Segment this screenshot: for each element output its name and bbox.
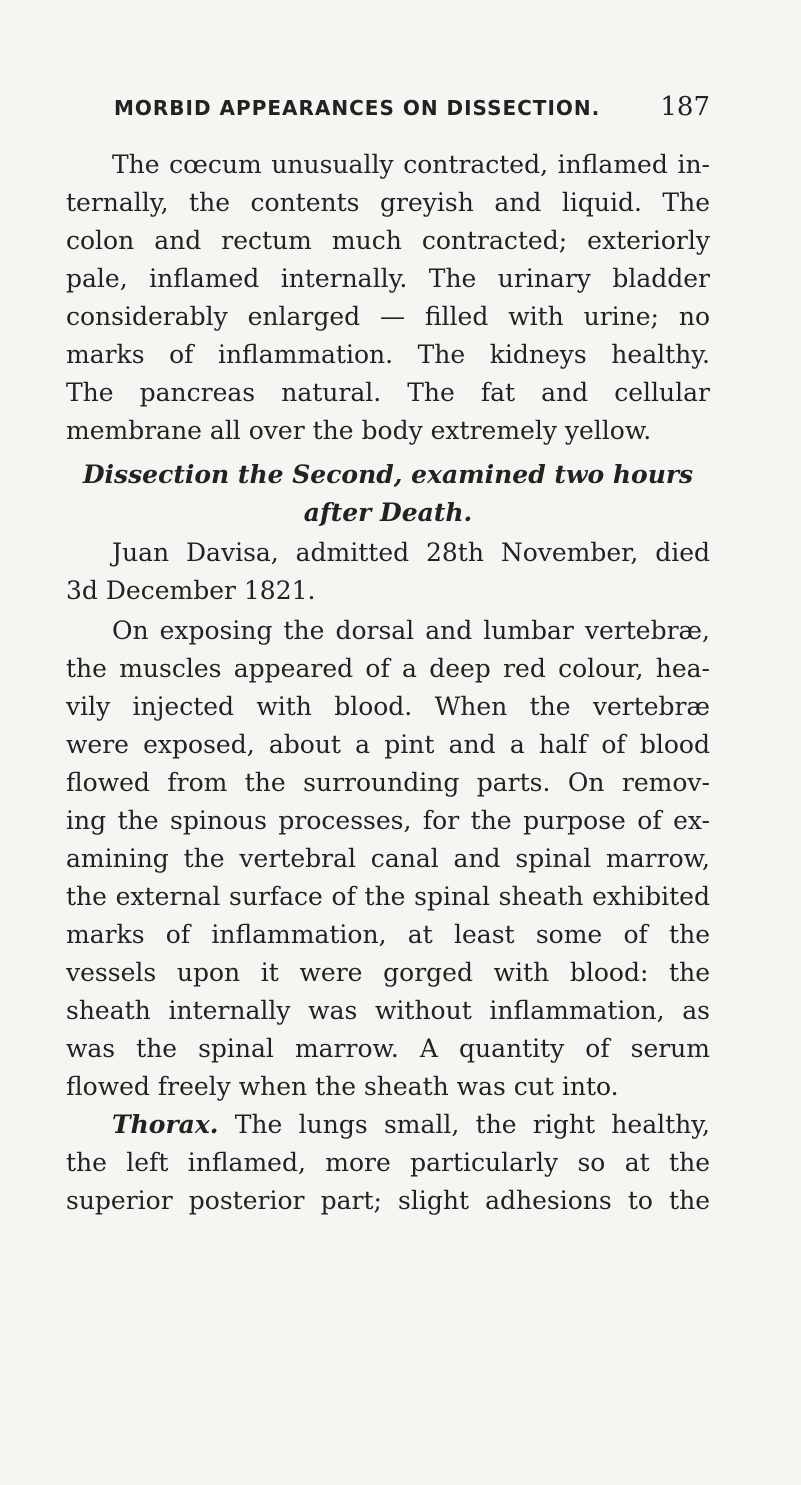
text-line: vily injected with blood. When the vertebræ [66,692,710,721]
text-line: 3d December 1821. [66,576,316,605]
text-line: membrane all over the body extremely yellow. [66,416,652,445]
text-line-rest: The lungs small, the right healthy, [234,1110,710,1139]
text-line: amining the vertebral canal and spinal marrow, [66,844,710,873]
paragraph-spinal-findings [66,612,710,1106]
section-heading-line-2: after Death. [303,498,473,527]
text-line: ing the spinous processes, for the purpose of ex- [66,806,710,835]
paragraph-abdomen-findings [66,146,710,450]
text-line: marks of inflammation, at least some of the [66,920,710,949]
text-line: the external surface of the spinal sheath exhibited [66,882,710,911]
text-line: On exposing the dorsal and lumbar vertebræ, [112,616,710,645]
page-number: 187 [660,92,710,122]
paragraph-thorax-findings [66,1106,710,1220]
text-line: were exposed, about a pint and a half of blood [66,730,710,759]
running-title: MORBID APPEARANCES ON DISSECTION. [114,96,601,120]
text-line: was the spinal marrow. A quantity of serum [66,1034,710,1063]
paragraph-patient [66,534,710,610]
text-line: the muscles appeared of a deep red colour, hea- [66,654,710,683]
text-line: ternally, the contents greyish and liquid. The [66,188,710,217]
text-line: superior posterior part; slight adhesions to the [66,1186,710,1215]
text-line: the left inflamed, more particularly so at the [66,1148,710,1177]
text-line: Juan Davisa, admitted 28th November, died [112,538,710,567]
text-line [66,1106,710,1144]
text-line: pale, inflamed internally. The urinary bladder [66,264,710,293]
text-line: The cœcum unusually contracted, inflamed in- [112,150,710,179]
text-line: flowed from the surrounding parts. On remov- [66,768,710,797]
text-line: flowed freely when the sheath was cut into. [66,1072,619,1101]
thorax-label: Thorax. [112,1110,219,1139]
text-line: marks of inflammation. The kidneys healthy. [66,340,710,369]
text-line: considerably enlarged — filled with urine; no [66,302,710,331]
text-line: vessels upon it were gorged with blood: the [66,958,710,987]
text-line: The pancreas natural. The fat and cellular [66,378,710,407]
text-line: colon and rectum much contracted; exteriorly [66,226,710,255]
running-header [114,92,710,132]
text-line: sheath internally was without inflammation, as [66,996,710,1025]
section-heading-line-1: Dissection the Second, examined two hours [82,460,694,489]
section-heading [66,456,710,532]
